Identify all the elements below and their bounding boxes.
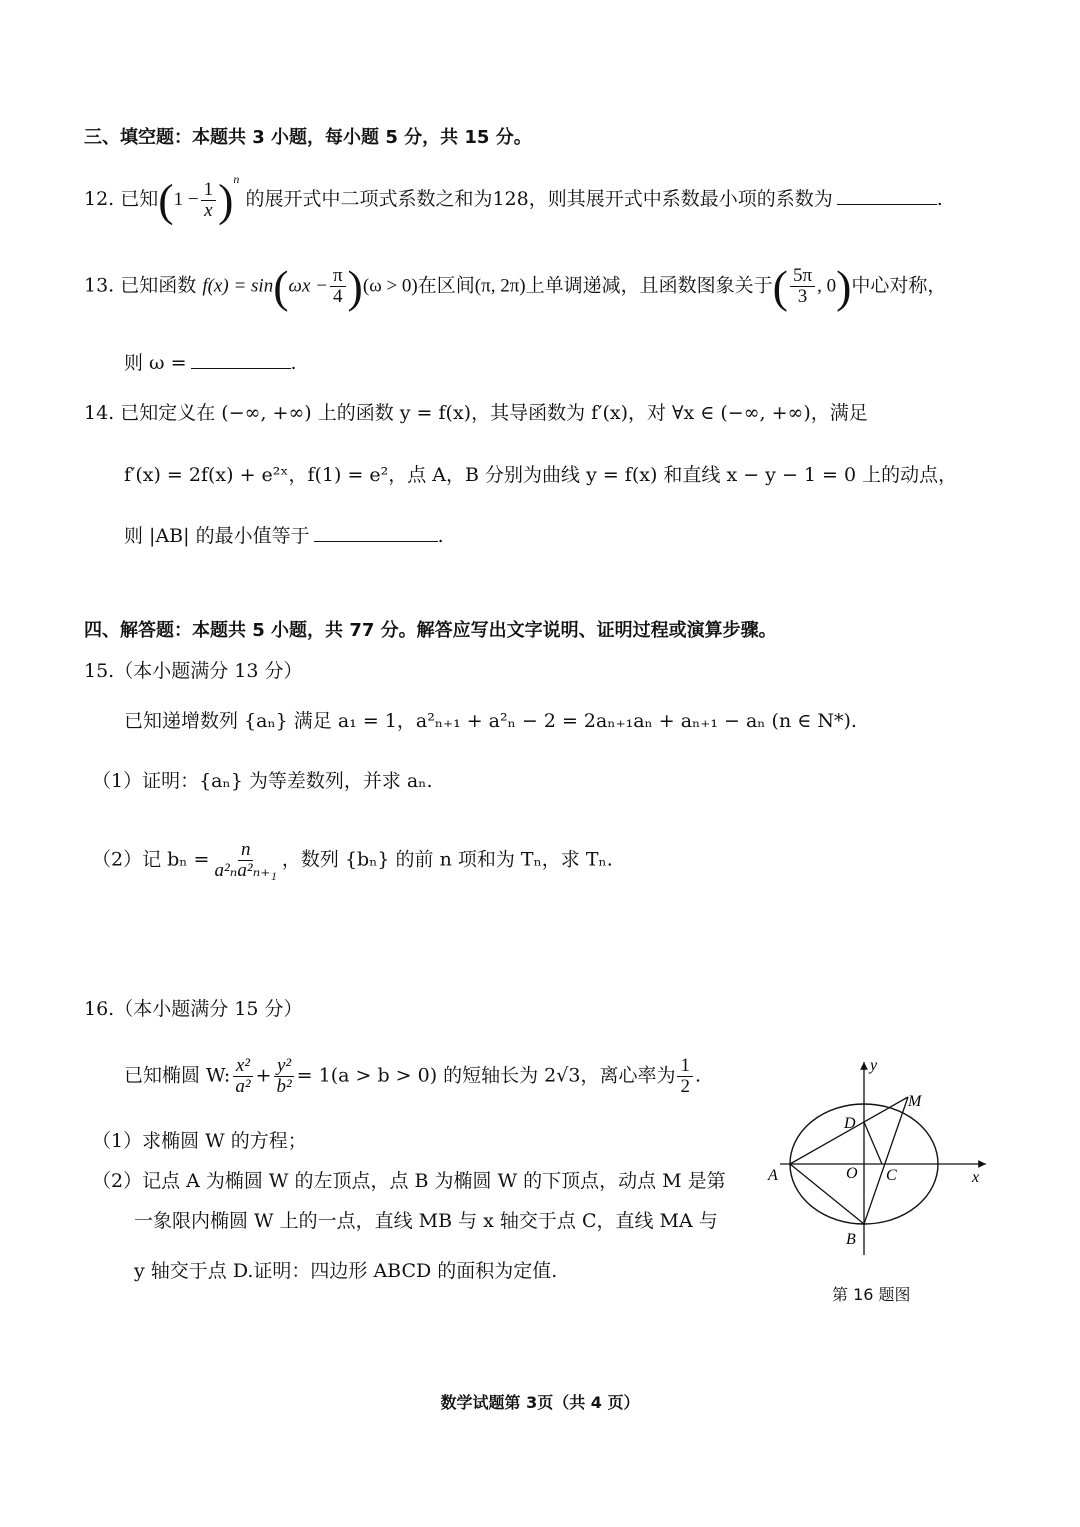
section-4-heading: 四、解答题：本题共 5 小题，共 77 分。解答应写出文字说明、证明过程或演算步骤。 [84,620,777,641]
question-16-x-num: x² [233,1056,253,1077]
question-13-line-2 [124,352,297,375]
label-b: B [846,1231,856,1248]
question-13-answer-blank[interactable] [191,367,291,369]
question-14-end: . [437,525,444,547]
question-12-text: 的展开式中二项式系数之和为128，则其展开式中系数最小项的系数为 [245,188,833,210]
question-14-line-3-text: 则 |AB| 的最小值等于 [124,525,310,547]
question-16-header: 16.（本小题满分 15 分） [84,998,303,1020]
question-16-e-num: 1 [677,1056,693,1077]
question-15-part-2-tail: ，数列 {bₙ} 的前 n 项和为 Tₙ，求 Tₙ. [281,848,613,871]
question-13-pi-den: 4 [333,286,343,308]
label-o: O [846,1165,858,1182]
section-3-heading: 三、填空题：本题共 3 小题，每小题 5 分，共 15 分。 [84,127,532,148]
question-13-pi-fraction [330,266,346,307]
question-13-interval: (π, 2π) [474,275,526,297]
question-15-part-2-fraction [211,840,279,881]
label-a: A [768,1167,778,1184]
question-16-stem-mid: = 1(a > b > 0) 的短轴长为 2√3，离心率为 [296,1064,676,1087]
question-13-function: f(x) = sin [202,275,274,297]
page-footer: 数学试题第 3页（共 4 页） [440,1393,640,1412]
question-12-number: 12. [84,188,115,210]
question-15-part-2-lead: （2）记 bₙ = [92,848,210,871]
question-12-end: . [936,188,943,210]
question-14-line-3 [124,525,444,548]
question-12-fraction-num: 1 [201,180,217,201]
question-15-fraction-den: a²ₙa²ₙ₊₁ [214,859,277,881]
question-13-point-num: 5π [790,266,815,287]
question-15-header: 15.（本小题满分 13 分） [84,660,303,682]
question-16-stem-lead: 已知椭圆 W: [124,1064,231,1087]
question-16-y-fraction [273,1056,294,1097]
ellipse-figure [760,1050,1000,1260]
question-16-part-1: （1）求椭圆 W 的方程； [92,1130,307,1152]
question-16-stem-end: . [694,1064,702,1087]
question-12-fraction [201,180,217,221]
question-16-part-2-line-2: 一象限内椭圆 W 上的一点，直线 MB 与 x 轴交于点 C，直线 MA 与 [134,1210,718,1232]
question-16-e-fraction [677,1056,693,1097]
label-x: x [972,1169,980,1186]
question-13-point-fraction [790,266,815,307]
line-dc [864,1122,882,1164]
question-13-point-tail: , 0 [817,275,837,297]
line-mb [864,1097,908,1224]
question-12: 12. 已知(1 − $\frac{1}{x}$ )$^n$ 的展开式中二项式系数之和为128，则其展开式中系数最小项的系数为 . [84,172,943,226]
question-15-part-2 [92,840,613,881]
question-16-e-den: 2 [680,1075,690,1097]
question-14-line-2: f′(x) = 2f(x) + e²ˣ，f(1) = e²，点 A，B 分别为曲线 y = f(x) 和直线 x − y − 1 = 0 上的动点， [124,464,958,486]
question-16-x-fraction [232,1056,253,1097]
question-16-part-2-line-3: y 轴交于点 D.证明：四边形 ABCD 的面积为定值. [134,1260,558,1282]
question-13-pi-num: π [330,266,346,287]
question-13: 13. 已知函数 f(x) = sin(ωx − $\frac{\pi}{4}$ )(ω > 0)在区间(π, 2π)上单调递减，且函数图象关于( $\frac{5\pi}{3}$ , 0)中心对称， [84,261,947,312]
question-16-y-den: b² [276,1075,292,1097]
question-14-line-1: 已知定义在 (−∞, +∞) 上的函数 y = f(x)，其导函数为 f′(x)，对 ∀x ∈ (−∞, +∞)，满足 [120,402,868,424]
label-y: y [870,1057,878,1074]
question-12-expr-open: 1 − [173,189,199,210]
question-13-mid2: 上单调递减，且函数图象关于 [525,274,773,297]
question-12-answer-blank[interactable] [837,203,937,205]
question-13-lead: 已知函数 [120,274,197,297]
question-12-exponent: n [233,172,240,186]
question-14-answer-blank[interactable] [314,540,438,542]
question-16-y-num: y² [274,1056,294,1077]
question-13-inner: ωx − [288,275,328,297]
question-12-lead: 已知 [120,188,159,210]
question-16-part-2-line-1: （2）记点 A 为椭圆 W 的左顶点，点 B 为椭圆 W 的下顶点，动点 M 是第 [92,1170,726,1192]
question-14-number: 14. [84,402,115,424]
question-16-stem [124,1056,701,1097]
question-12-fraction-den: x [204,199,213,221]
question-15-stem: 已知递增数列 {aₙ} 满足 a₁ = 1，a²ₙ₊₁ + a²ₙ − 2 = 2aₙ₊₁aₙ + aₙ₊₁ − aₙ (n ∈ N*). [124,710,857,732]
label-c: C [886,1167,897,1184]
figure-caption: 第 16 题图 [832,1285,911,1304]
question-13-point-den: 3 [797,286,808,308]
question-13-mid: 在区间 [417,274,475,297]
question-13-number: 13. [84,274,115,297]
question-14 [84,402,868,425]
question-13-condition: (ω > 0) [362,275,418,297]
question-13-tail: 中心对称， [851,274,947,297]
question-15-fraction-num: n [238,840,254,861]
question-16-plus: + [255,1064,272,1087]
question-13-end: . [290,352,297,374]
label-d: D [844,1115,856,1132]
question-16-x-den: a² [235,1075,251,1097]
question-15-part-1: （1）证明：{aₙ} 为等差数列，并求 aₙ. [92,770,433,792]
question-13-omega: 则 ω = [124,352,187,374]
label-m: M [908,1093,922,1110]
